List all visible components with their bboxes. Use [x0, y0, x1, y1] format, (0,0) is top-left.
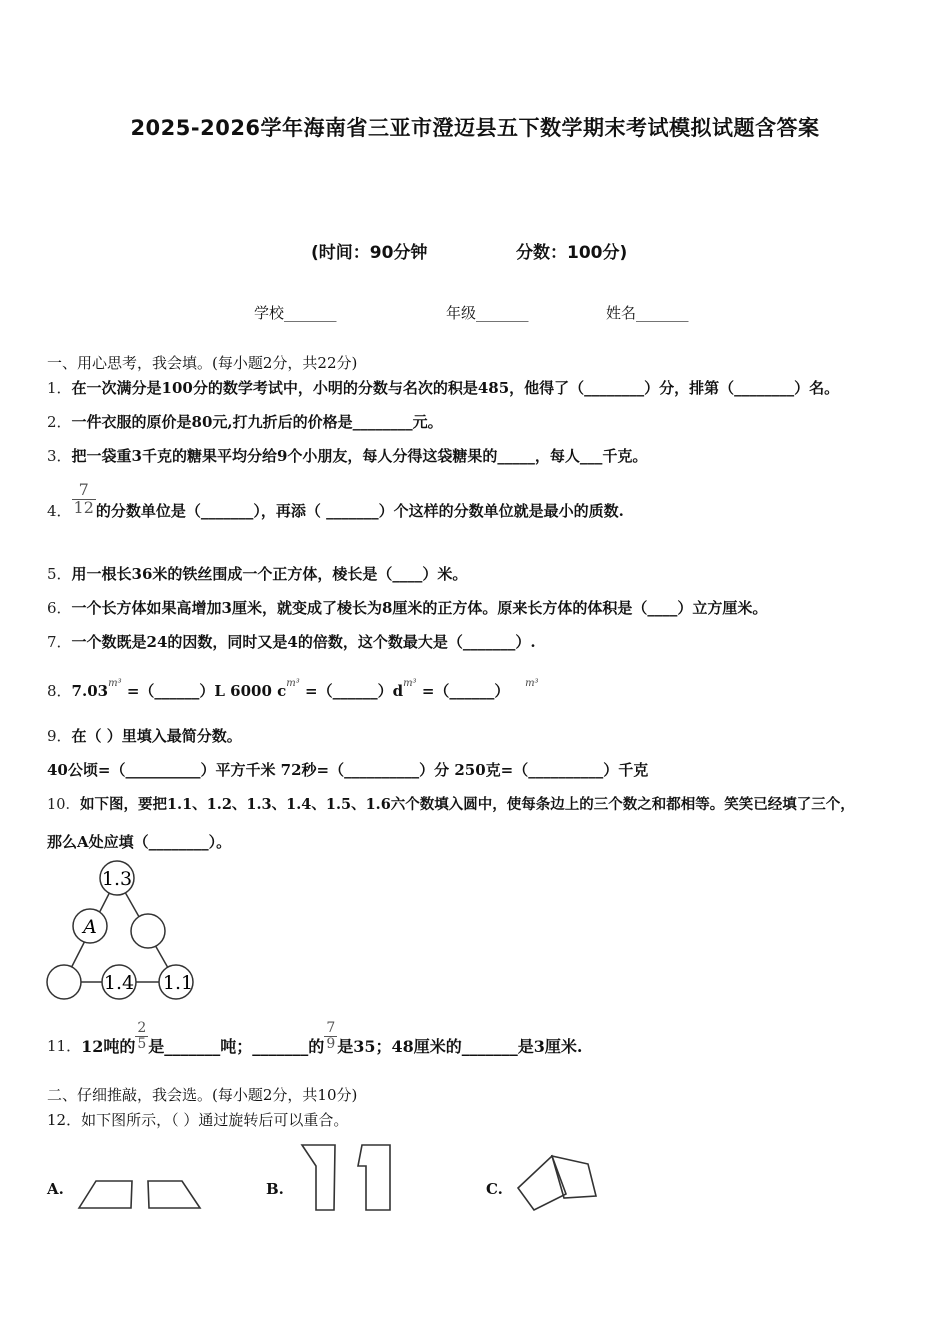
fraction-numerator: 2: [137, 1020, 147, 1037]
unit-m3: m³: [403, 678, 417, 689]
trapezoid-2: [148, 1181, 200, 1208]
option-b-label[interactable]: B.: [266, 1180, 284, 1198]
blank-liters: =（______）L 6000 c: [126, 682, 287, 700]
unit-m3: m³: [108, 678, 122, 689]
unit-m3: m³: [286, 678, 300, 689]
circle-a-label: A: [83, 916, 97, 938]
question-11: [47, 1016, 582, 1057]
question-2: [47, 411, 443, 432]
question-number: 5．: [47, 565, 72, 583]
question-number: 6．: [47, 599, 72, 617]
question-number: 1．: [47, 379, 72, 397]
question-number: 12．: [47, 1111, 82, 1129]
section-2-heading: 二、仔细推敲，我会选。(每小题2分，共10分): [47, 1086, 358, 1104]
option-c-label[interactable]: C.: [486, 1180, 503, 1198]
question-text-2: 是_______吨；_______的: [148, 1037, 325, 1056]
question-10-line-2: 那么A处应填（________）。: [47, 833, 232, 851]
trapezoid-1: [79, 1181, 132, 1208]
fraction-7-12: [72, 482, 96, 517]
question-4: [47, 478, 624, 521]
question-text: 如下图，要把1.1、1.2、1.3、1.4、1.5、1.6六个数填入圆中，使每条边上的三个数之和都相等。笑笑已经填了三个，: [79, 796, 855, 813]
question-text: 在一次满分是100分的数学考试中，小明的分数与名次的积是485，他得了（________）分，排第（________）名。: [71, 379, 840, 397]
page-title: 2025-2026学年海南省三亚市澄迈县五下数学期末考试模拟试题含答案: [130, 116, 820, 140]
question-number: 9．: [47, 727, 72, 745]
exam-time: (时间：90分钟: [311, 243, 428, 263]
question-text: 用一根长36米的铁丝围成一个正方体，棱长是（____）米。: [71, 565, 468, 583]
fraction-denominator: 12: [73, 498, 94, 517]
fraction-denominator: 5: [137, 1036, 147, 1052]
circle-bottom-mid-label: 1.4: [103, 972, 135, 994]
circle-bottom-left: [47, 965, 81, 999]
question-9-line: 40公顷=（__________）平方千米 72秒=（__________）分 250克=（__________）千克: [47, 761, 649, 779]
question-text: 一个长方体如果高增加3厘米，就变成了棱长为8厘米的正方体。原来长方体的体积是（____）立方厘米。: [71, 599, 768, 617]
question-8: [47, 678, 539, 701]
circle-bottom-right-label: 1.1: [162, 972, 194, 994]
circle-right-mid: [131, 914, 165, 948]
unit-m3: m³: [525, 678, 539, 689]
option-c-figure[interactable]: [512, 1146, 604, 1216]
question-text: 一件衣服的原价是80元,打九折后的价格是________元。: [71, 413, 443, 431]
quad-1: [518, 1156, 566, 1210]
question-number: 4．: [47, 502, 72, 520]
question-text: 的分数单位是（_______），再添（ _______）个这样的分数单位就是最小的质数.: [95, 502, 624, 520]
fraction-numerator: 7: [326, 1020, 336, 1037]
question-text: 把一袋重3千克的糖果平均分给9个小朋友，每人分得这袋糖果的_____，每人___千克。: [71, 447, 648, 465]
quad-2: [552, 1156, 596, 1198]
school-field[interactable]: 学校_______: [254, 304, 337, 322]
triangle-circle-diagram: [44, 858, 204, 1004]
name-field[interactable]: 姓名_______: [606, 304, 689, 322]
fraction-numerator: 7: [72, 482, 96, 500]
question-9: [47, 725, 242, 746]
question-text-3: 是35；48厘米的_______是3厘米.: [337, 1037, 583, 1056]
question-3: [47, 445, 647, 466]
question-10: [47, 793, 855, 814]
option-a-label[interactable]: A.: [47, 1180, 64, 1198]
grade-field[interactable]: 年级_______: [446, 304, 529, 322]
exam-score: 分数：100分): [516, 243, 628, 263]
question-text-1: 12吨的: [81, 1037, 136, 1056]
question-text: 一个数既是24的因数，同时又是4的倍数，这个数最大是（_______）.: [71, 633, 536, 651]
blank-d: =（______）d: [305, 682, 404, 700]
value-7-03: 7.03: [71, 682, 109, 700]
question-12: [47, 1109, 348, 1130]
question-5: [47, 563, 467, 584]
question-number: 11．: [47, 1037, 82, 1055]
option-b-figure[interactable]: [296, 1140, 396, 1214]
question-number: 8．: [47, 682, 72, 700]
question-number: 10．: [47, 797, 80, 813]
question-number: 7．: [47, 633, 72, 651]
circle-top-label: 1.3: [101, 868, 133, 890]
question-text: 如下图所示，（ ）通过旋转后可以重合。: [81, 1111, 349, 1129]
question-1: [47, 377, 839, 398]
question-6: [47, 597, 767, 618]
section-1-heading: 一、用心思考，我会填。(每小题2分，共22分): [47, 354, 358, 372]
shape-2: [358, 1145, 390, 1210]
question-7: [47, 631, 536, 652]
question-text: 在（ ）里填入最简分数。: [71, 727, 242, 745]
fraction-denominator: 9: [326, 1036, 336, 1052]
shape-1: [302, 1145, 335, 1210]
question-number: 3．: [47, 447, 72, 465]
fraction-2-5: [135, 1021, 148, 1051]
question-number: 2．: [47, 413, 72, 431]
blank-last: =（______）: [421, 682, 510, 700]
option-a-figure[interactable]: [76, 1176, 206, 1212]
fraction-7-9: [324, 1021, 337, 1051]
